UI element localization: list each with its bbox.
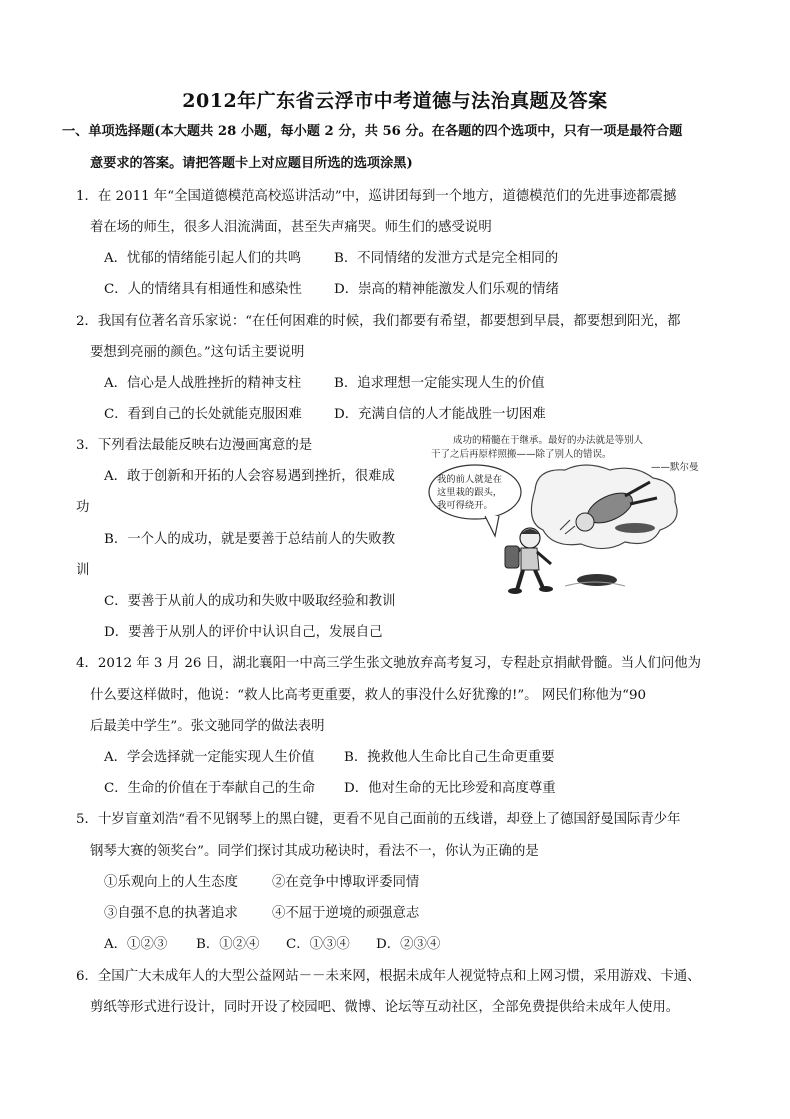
page-title: 2012年广东省云浮市中考道德与法治真题及答案 bbox=[182, 90, 608, 112]
question-5-option-a: A．①②③ bbox=[104, 937, 168, 952]
question-2-option-c: C．看到自己的长处就能克服困难 bbox=[104, 407, 302, 422]
question-5-statement-2: ②在竞争中博取评委同情 bbox=[272, 875, 420, 890]
question-3-option-a-line2: 功 bbox=[76, 500, 90, 515]
cartoon-illustration bbox=[425, 430, 715, 595]
question-1-option-b: B．不同情绪的发泄方式是完全相同的 bbox=[334, 251, 559, 266]
question-3-option-a-line1: A．敢于创新和开拓的人会容易遇到挫折，很难成 bbox=[104, 469, 395, 484]
question-5-option-d: D．②③④ bbox=[376, 937, 441, 952]
question-4-option-a: A．学会选择就一定能实现人生价值 bbox=[104, 750, 315, 765]
question-4-option-d: D．他对生命的无比珍爱和高度尊重 bbox=[344, 781, 556, 796]
question-6-stem-line2: 剪纸等形式进行设计，同时开设了校园吧、微博、论坛等互动社区，全部免费提供给未成年人使用。 bbox=[90, 1000, 680, 1015]
question-3-option-c: C．要善于从前人的成功和失败中吸取经验和教训 bbox=[104, 594, 396, 609]
question-4-option-c: C．生命的价值在于奉献自己的生命 bbox=[104, 781, 316, 796]
question-4-option-b: B．挽救他人生命比自己生命更重要 bbox=[344, 750, 555, 765]
question-3-option-b-line1: B．一个人的成功，就是要善于总结前人的失败教 bbox=[104, 532, 396, 547]
question-1-stem-line2: 着在场的师生，很多人泪流满面，甚至失声痛哭。师生们的感受说明 bbox=[90, 220, 492, 235]
question-2-option-d: D．充满自信的人才能战胜一切困难 bbox=[334, 407, 546, 422]
question-3-option-b-line2: 训 bbox=[76, 563, 90, 578]
bubble-line2: 这里栽的跟头， bbox=[437, 487, 503, 498]
section-header-line2: 意要求的答案。请把答题卡上对应题目所选的选项涂黑) bbox=[90, 156, 413, 171]
question-5-option-b: B．①②④ bbox=[196, 937, 260, 952]
question-1-option-c: C．人的情绪具有相通性和感染性 bbox=[104, 282, 302, 297]
question-4-stem-line1: 4．2012 年 3 月 26 日，湖北襄阳一中高三学生张文驰放弃高考复习，专程赴京捐献骨髓。当人们问他为 bbox=[76, 656, 702, 671]
cartoon-quote-line2: 干了之后再原样照搬——除了别人的错误。 bbox=[431, 449, 612, 460]
section-header-line1: 一、单项选择题(本大题共 28 小题，每小题 2 分，共 56 分。在各题的四个选项中，只有一项是最符合题 bbox=[62, 124, 683, 139]
question-5-option-c: C．①③④ bbox=[286, 937, 350, 952]
question-4-stem-line2: 什么要这样做时，他说：“救人比高考更重要，救人的事没什么好犹豫的!”。 网民们称他为“90 bbox=[90, 688, 647, 703]
question-3-option-d: D．要善于从别人的评价中认识自己，发展自己 bbox=[104, 625, 383, 640]
question-5-stem-line2: 钢琴大赛的领奖台”。同学们探讨其成功秘诀时，看法不一，你认为正确的是 bbox=[90, 844, 539, 859]
bubble-line3: 我可得绕开。 bbox=[437, 500, 493, 511]
question-5-statement-1: ①乐观向上的人生态度 bbox=[104, 875, 238, 890]
question-5-statement-3: ③自强不息的执著追求 bbox=[104, 906, 238, 921]
question-2-option-a: A．信心是人战胜挫折的精神支柱 bbox=[104, 376, 302, 391]
question-4-stem-line3: 后最美中学生”。张文驰同学的做法表明 bbox=[90, 719, 325, 734]
question-3-stem: 3．下列看法最能反映右边漫画寓意的是 bbox=[76, 438, 313, 453]
question-5-stem-line1: 5．十岁盲童刘浩“看不见钢琴上的黑白键，更看不见自己面前的五线谱，却登上了德国舒曼国际青少年 bbox=[76, 812, 681, 827]
question-2-stem-line2: 要想到亮丽的颜色。”这句话主要说明 bbox=[90, 345, 305, 360]
question-1-option-d: D．崇高的精神能激发人们乐观的情绪 bbox=[334, 282, 559, 297]
question-2-stem-line1: 2．我国有位著名音乐家说：“在任何困难的时候，我们都要有希望，都要想到早晨，都要想到阳光，都 bbox=[76, 314, 681, 329]
question-5-statement-4: ④不屈于逆境的顽强意志 bbox=[272, 906, 420, 921]
question-6-stem-line1: 6．全国广大未成年人的大型公益网站－－未来网，根据未成年人视觉特点和上网习惯，采用游戏、卡通、 bbox=[76, 969, 701, 984]
question-1-option-a: A．忧郁的情绪能引起人们的共鸣 bbox=[104, 251, 302, 266]
cartoon-quote-line1: 成功的精髓在于继承。最好的办法就是等别人 bbox=[453, 435, 644, 446]
question-1-stem-line1: 1．在 2011 年“全国道德模范高校巡讲活动”中，巡讲团每到一个地方，道德模范们的先进事迹都震撼 bbox=[76, 189, 677, 204]
question-2-option-b: B．追求理想一定能实现人生的价值 bbox=[334, 376, 545, 391]
bubble-line1: 我的前人就是在 bbox=[437, 474, 503, 485]
cartoon-quote-author: ——默尔曼 bbox=[651, 462, 699, 473]
ground-hole bbox=[577, 574, 617, 586]
